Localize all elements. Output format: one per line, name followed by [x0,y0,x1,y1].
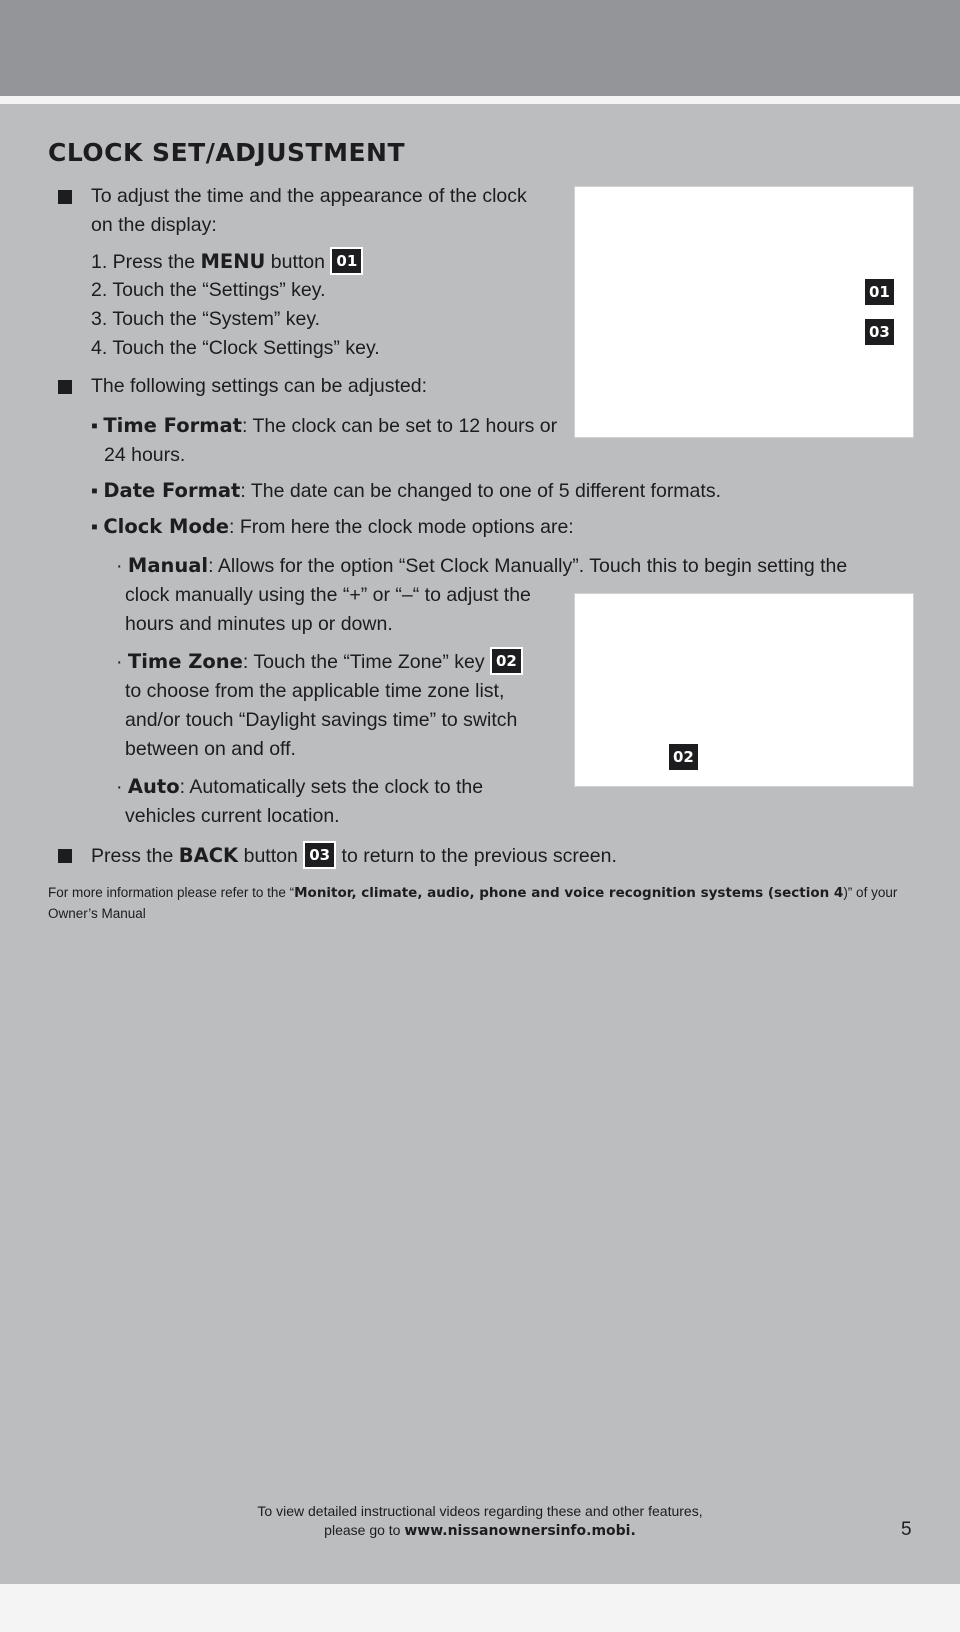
clock-mode-text: : From here the clock mode options are: [229,516,574,538]
dot-bullet-icon: · [116,776,123,798]
footer-line-2 [0,1521,960,1540]
square-bullet-icon [58,190,72,204]
badge-03: 03 [303,841,336,869]
manual-label: Manual [127,554,209,577]
screen-image-panel-2 [574,593,914,787]
step-1 [91,249,363,277]
header-divider [0,96,960,104]
reference-note-2: Owner’s Manual [48,906,146,921]
step-1-text-end: button [265,251,331,274]
panel-badge-02: 02 [669,744,698,770]
step-2: 2. Touch the “Settings” key. [91,279,326,301]
note-text-end: )” of your [843,885,898,900]
clock-mode-label: Clock Mode [103,515,230,538]
header-band [0,0,960,96]
small-square-bullet-icon: ▪ [91,480,98,502]
page-title: CLOCK SET/ADJUSTMENT [48,138,406,167]
step-1-text: 1. Press the [91,251,201,274]
intro-line-2: on the display: [91,214,217,236]
reference-note [48,882,897,904]
badge-02: 02 [490,647,523,675]
panel-badge-03: 03 [865,319,894,345]
time-format-label: Time Format [103,414,243,437]
note-bold: Monitor, climate, audio, phone and voice recognition systems (section 4 [294,885,844,901]
note-text: For more information please refer to the “ [48,885,295,900]
step-3: 3. Touch the “System” key. [91,308,321,330]
dot-bullet-icon: · [116,555,123,577]
back-text-end: to return to the previous screen. [336,845,617,868]
dot-bullet-icon: · [116,651,123,674]
time-zone-text-4: between on and off. [125,738,296,760]
back-instruction [91,843,617,871]
screen-image-panel-1 [574,186,914,438]
time-zone-text-3: and/or touch “Daylight savings time” to switch [125,709,518,731]
back-text-mid: button [238,845,304,868]
page-number: 5 [901,1519,912,1540]
time-zone-option [116,649,523,677]
auto-text-2: vehicles current location. [125,805,340,827]
footer-text: please go to [324,1522,405,1538]
time-zone-label: Time Zone [127,650,243,674]
time-zone-text-2: to choose from the applicable time zone list, [125,680,505,702]
footer-line-1: To view detailed instructional videos regarding these and other features, [257,1503,703,1519]
panel-badge-01: 01 [865,279,894,305]
time-zone-text: : Touch the “Time Zone” key [242,651,490,674]
auto-text: : Automatically sets the clock to the [179,776,484,798]
menu-label: MENU [200,250,266,274]
manual-text-2: clock manually using the “+” or “–“ to adjust the [125,584,531,606]
manual-text: : Allows for the option “Set Clock Manually”. Touch this to begin setting the [208,555,848,577]
small-square-bullet-icon: ▪ [91,516,98,538]
intro-line-1: To adjust the time and the appearance of the clock [91,185,527,207]
time-format-text: : The clock can be set to 12 hours or [242,415,558,437]
settings-intro: The following settings can be adjusted: [91,375,428,397]
square-bullet-icon [58,380,72,394]
date-format-text: : The date can be changed to one of 5 different formats. [240,480,721,502]
date-format-item [91,479,721,503]
manual-text-3: hours and minutes up or down. [125,613,393,635]
manual-option [116,554,847,578]
footer-url-link[interactable]: www.nissanownersinfo.mobi. [404,1523,636,1539]
date-format-label: Date Format [103,479,241,502]
square-bullet-icon [58,849,72,863]
small-square-bullet-icon: ▪ [91,415,98,437]
time-format-text-2: 24 hours. [104,444,186,466]
back-text: Press the [91,845,179,868]
auto-label: Auto [127,775,180,798]
clock-mode-item [91,515,574,539]
badge-01: 01 [330,247,363,275]
time-format-item [91,414,557,438]
back-label: BACK [178,844,239,868]
step-4: 4. Touch the “Clock Settings” key. [91,337,380,359]
auto-option [116,775,483,799]
bottom-strip [0,1584,960,1632]
